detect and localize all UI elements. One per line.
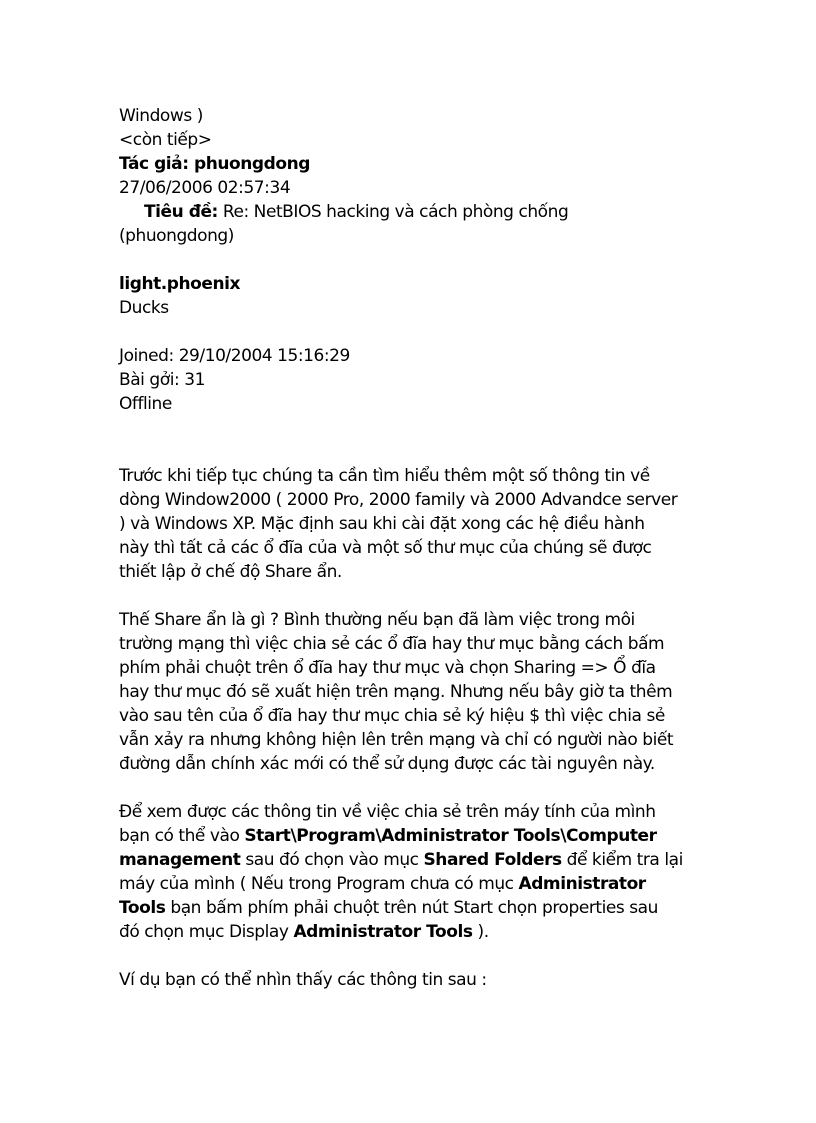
subject-continuation: (phuongdong)	[119, 226, 234, 246]
paragraph-line: Trước khi tiếp tục chúng ta cần tìm hiểu thêm một số thông tin về	[119, 466, 650, 486]
text-run: bạn bấm phím phải chuột trên nút Start chọn properties sau	[165, 898, 658, 918]
document-page	[119, 104, 709, 992]
paragraph-line	[119, 824, 709, 848]
paragraph-line: trường mạng thì việc chia sẻ các ổ đĩa hay thư mục bằng cách bấm	[119, 634, 665, 654]
user-joined: Joined: 29/10/2004 15:16:29	[119, 346, 350, 366]
paragraph-hidden-share-definition	[119, 608, 709, 776]
paragraph-line: đường dẫn chính xác mới có thể sử dụng được các tài nguyên này.	[119, 754, 655, 774]
example-intro: Ví dụ bạn có thể nhìn thấy các thông tin sau :	[119, 970, 487, 990]
subject-text: Re: NetBIOS hacking và cách phòng chống	[222, 202, 569, 222]
paragraph-line: vẫn xảy ra nhưng không hiện lên trên mạng và chỉ có người nào biết	[119, 730, 674, 750]
text-run: đó chọn mục Display	[119, 922, 294, 942]
text-run: sau đó chọn vào mục	[240, 850, 424, 870]
text-run: máy của mình ( Nếu trong Program chưa có mục	[119, 874, 519, 894]
paragraph-view-shares	[119, 800, 709, 944]
text-run: ).	[472, 922, 489, 942]
user-status: Offline	[119, 394, 172, 414]
paragraph-line: này thì tất cả các ổ đĩa của và một số thư mục của chúng sẽ được	[119, 538, 652, 558]
paragraph-line	[119, 848, 709, 872]
paragraph-line	[119, 920, 709, 944]
paragraph-line: ) và Windows XP. Mặc định sau khi cài đặt xong các hệ điều hành	[119, 514, 645, 534]
continued-text: <còn tiếp>	[119, 130, 212, 150]
text-run: để kiểm tra lại	[561, 850, 683, 870]
paragraph-line: vào sau tên của ổ đĩa hay thư mục chia sẻ ký hiệu $ thì việc chia sẻ	[119, 706, 665, 726]
author-label: Tác giả:	[119, 154, 189, 174]
author-line	[119, 152, 709, 176]
subject-label: Tiêu đề:	[144, 202, 218, 222]
author-name: phuongdong	[194, 154, 310, 174]
paragraph-line: dòng Window2000 ( 2000 Pro, 2000 family và 2000 Advandce server	[119, 490, 678, 510]
start-path-text: Start\Program\Administrator Tools\Computer	[244, 826, 657, 846]
management-text: management	[119, 850, 241, 870]
paragraph-line: Để xem được các thông tin về việc chia sẻ trên máy tính của mình	[119, 802, 656, 822]
user-rank: Ducks	[119, 298, 169, 318]
paragraph-line: hay thư mục đó sẽ xuất hiện trên mạng. Nhưng nếu bây giờ ta thêm	[119, 682, 673, 702]
paragraph-line	[119, 872, 709, 896]
text-run: bạn có thể vào	[119, 826, 245, 846]
paragraph-line: Thế Share ẩn là gì ? Bình thường nếu bạn đã làm việc trong môi	[119, 610, 635, 630]
paragraph-line	[119, 896, 709, 920]
tools-text: Tools	[119, 898, 166, 918]
user-name: light.phoenix	[119, 274, 241, 294]
paragraph-hidden-share-intro	[119, 464, 709, 584]
post-datetime: 27/06/2006 02:57:34	[119, 178, 291, 198]
paragraph-line: phím phải chuột trên ổ đĩa hay thư mục và chọn Sharing => Ổ đĩa	[119, 658, 656, 678]
windows-close-text: Windows )	[119, 106, 203, 126]
subject-line	[119, 200, 709, 224]
user-posts: Bài gởi: 31	[119, 370, 205, 390]
administrator-text: Administrator	[518, 874, 646, 894]
administrator-tools-text: Administrator Tools	[293, 922, 473, 942]
paragraph-line: thiết lập ở chế độ Share ẩn.	[119, 562, 342, 582]
shared-folders-text: Shared Folders	[423, 850, 562, 870]
